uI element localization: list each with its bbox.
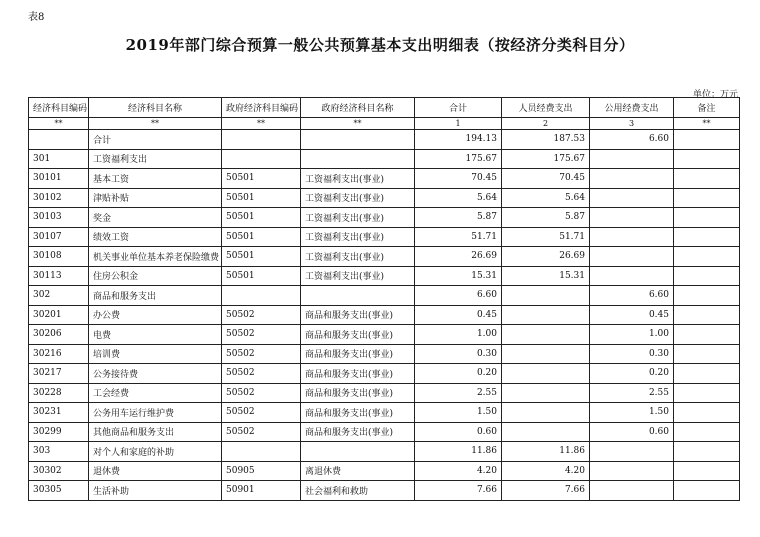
total-cell: 175.67 (415, 149, 502, 169)
total-cell: 0.60 (415, 422, 502, 442)
gov-name-cell: 商品和服务支出(事业) (301, 383, 415, 403)
public-cell: 0.20 (590, 364, 674, 384)
column-marker: ** (301, 118, 415, 130)
gov-name-cell (301, 130, 415, 150)
total-cell: 4.20 (415, 461, 502, 481)
econ-name-cell: 公务接待费 (89, 364, 222, 384)
econ-code-cell (29, 130, 89, 150)
gov-name-cell (301, 286, 415, 306)
note-cell (674, 286, 740, 306)
note-cell (674, 266, 740, 286)
personnel-cell (502, 403, 590, 423)
econ-code-cell: 30228 (29, 383, 89, 403)
gov-name-cell: 工资福利支出(事业) (301, 266, 415, 286)
public-cell: 1.00 (590, 325, 674, 345)
note-cell (674, 149, 740, 169)
personnel-cell: 4.20 (502, 461, 590, 481)
econ-name-cell: 住房公积金 (89, 266, 222, 286)
note-cell (674, 344, 740, 364)
table-row (29, 461, 740, 481)
personnel-cell: 175.67 (502, 149, 590, 169)
personnel-cell (502, 422, 590, 442)
econ-code-cell: 30217 (29, 364, 89, 384)
gov-code-cell: 50502 (222, 305, 301, 325)
note-cell (674, 188, 740, 208)
econ-name-cell: 其他商品和服务支出 (89, 422, 222, 442)
total-cell: 5.87 (415, 208, 502, 228)
total-cell: 51.71 (415, 227, 502, 247)
personnel-cell (502, 383, 590, 403)
column-header: 备注 (674, 98, 740, 118)
total-cell: 0.30 (415, 344, 502, 364)
public-cell (590, 461, 674, 481)
public-cell (590, 266, 674, 286)
gov-name-cell: 商品和服务支出(事业) (301, 403, 415, 423)
public-cell: 1.50 (590, 403, 674, 423)
note-cell (674, 422, 740, 442)
public-cell (590, 208, 674, 228)
gov-code-cell: 50901 (222, 481, 301, 501)
table-body (29, 130, 740, 501)
total-cell: 26.69 (415, 247, 502, 267)
econ-code-cell: 30101 (29, 169, 89, 189)
gov-name-cell: 商品和服务支出(事业) (301, 325, 415, 345)
econ-name-cell: 公务用车运行维护费 (89, 403, 222, 423)
total-cell: 1.50 (415, 403, 502, 423)
personnel-cell (502, 305, 590, 325)
econ-name-cell: 退休费 (89, 461, 222, 481)
personnel-cell: 26.69 (502, 247, 590, 267)
public-cell (590, 188, 674, 208)
note-cell (674, 227, 740, 247)
total-cell: 1.00 (415, 325, 502, 345)
gov-name-cell: 离退休费 (301, 461, 415, 481)
column-marker: ** (89, 118, 222, 130)
table-row (29, 227, 740, 247)
public-cell: 6.60 (590, 286, 674, 306)
note-cell (674, 130, 740, 150)
column-header: 政府经济科目名称 (301, 98, 415, 118)
column-marker: 1 (415, 118, 502, 130)
column-marker: ** (29, 118, 89, 130)
public-cell (590, 149, 674, 169)
econ-name-cell: 培训费 (89, 344, 222, 364)
personnel-cell (502, 286, 590, 306)
econ-name-cell: 工会经费 (89, 383, 222, 403)
total-cell: 0.45 (415, 305, 502, 325)
note-cell (674, 247, 740, 267)
personnel-cell: 7.66 (502, 481, 590, 501)
total-cell: 7.66 (415, 481, 502, 501)
econ-code-cell: 303 (29, 442, 89, 462)
econ-name-cell: 津贴补贴 (89, 188, 222, 208)
gov-name-cell: 商品和服务支出(事业) (301, 305, 415, 325)
gov-code-cell: 50501 (222, 208, 301, 228)
gov-code-cell: 50502 (222, 325, 301, 345)
gov-code-cell: 50501 (222, 247, 301, 267)
table-row (29, 481, 740, 501)
column-header: 人员经费支出 (502, 98, 590, 118)
public-cell (590, 247, 674, 267)
total-cell: 0.20 (415, 364, 502, 384)
gov-name-cell: 社会福利和救助 (301, 481, 415, 501)
total-cell: 11.86 (415, 442, 502, 462)
gov-code-cell: 50501 (222, 227, 301, 247)
gov-code-cell (222, 130, 301, 150)
table-row (29, 305, 740, 325)
table-row (29, 149, 740, 169)
econ-name-cell: 对个人和家庭的补助 (89, 442, 222, 462)
note-cell (674, 442, 740, 462)
econ-name-cell: 机关事业单位基本养老保险缴费 (89, 247, 222, 267)
econ-code-cell: 30305 (29, 481, 89, 501)
table-row (29, 344, 740, 364)
note-cell (674, 305, 740, 325)
econ-code-cell: 30201 (29, 305, 89, 325)
gov-code-cell (222, 149, 301, 169)
econ-name-cell: 办公费 (89, 305, 222, 325)
budget-table (28, 97, 740, 501)
econ-code-cell: 30107 (29, 227, 89, 247)
header-row (29, 98, 740, 118)
public-cell: 0.60 (590, 422, 674, 442)
gov-name-cell: 商品和服务支出(事业) (301, 364, 415, 384)
personnel-cell: 70.45 (502, 169, 590, 189)
unit-label: 单位：万元 (692, 90, 738, 100)
econ-code-cell: 302 (29, 286, 89, 306)
public-cell: 2.55 (590, 383, 674, 403)
gov-code-cell (222, 442, 301, 462)
econ-name-cell: 商品和服务支出 (89, 286, 222, 306)
table-row (29, 130, 740, 150)
table-row (29, 208, 740, 228)
table-row (29, 383, 740, 403)
total-cell: 2.55 (415, 383, 502, 403)
econ-code-cell: 30216 (29, 344, 89, 364)
table-row (29, 286, 740, 306)
note-cell (674, 364, 740, 384)
econ-name-cell: 基本工资 (89, 169, 222, 189)
table-row (29, 325, 740, 345)
personnel-cell: 5.87 (502, 208, 590, 228)
table-row (29, 403, 740, 423)
table-row (29, 422, 740, 442)
total-cell: 194.13 (415, 130, 502, 150)
personnel-cell (502, 325, 590, 345)
table-number: 表8 (28, 12, 45, 23)
personnel-cell (502, 344, 590, 364)
column-header: 公用经费支出 (590, 98, 674, 118)
public-cell: 6.60 (590, 130, 674, 150)
gov-name-cell: 工资福利支出(事业) (301, 227, 415, 247)
econ-name-cell: 电费 (89, 325, 222, 345)
page-title: 2019年部门综合预算一般公共预算基本支出明细表（按经济分类科目分） (125, 36, 635, 54)
gov-name-cell: 工资福利支出(事业) (301, 247, 415, 267)
column-header: 合计 (415, 98, 502, 118)
personnel-cell: 11.86 (502, 442, 590, 462)
econ-code-cell: 301 (29, 149, 89, 169)
table-row (29, 364, 740, 384)
public-cell: 0.45 (590, 305, 674, 325)
econ-code-cell: 30113 (29, 266, 89, 286)
personnel-cell: 187.53 (502, 130, 590, 150)
public-cell (590, 481, 674, 501)
note-cell (674, 481, 740, 501)
public-cell: 0.30 (590, 344, 674, 364)
personnel-cell: 51.71 (502, 227, 590, 247)
gov-code-cell: 50502 (222, 383, 301, 403)
econ-name-cell: 绩效工资 (89, 227, 222, 247)
public-cell (590, 442, 674, 462)
total-cell: 15.31 (415, 266, 502, 286)
column-marker: 3 (590, 118, 674, 130)
gov-name-cell: 工资福利支出(事业) (301, 169, 415, 189)
econ-name-cell: 奖金 (89, 208, 222, 228)
gov-code-cell: 50502 (222, 344, 301, 364)
column-marker: 2 (502, 118, 590, 130)
gov-code-cell: 50501 (222, 169, 301, 189)
econ-code-cell: 30206 (29, 325, 89, 345)
total-cell: 70.45 (415, 169, 502, 189)
personnel-cell: 15.31 (502, 266, 590, 286)
econ-code-cell: 30302 (29, 461, 89, 481)
gov-name-cell: 商品和服务支出(事业) (301, 344, 415, 364)
econ-code-cell: 30108 (29, 247, 89, 267)
gov-code-cell: 50905 (222, 461, 301, 481)
personnel-cell: 5.64 (502, 188, 590, 208)
personnel-cell (502, 364, 590, 384)
column-header: 政府经济科目编码 (222, 98, 301, 118)
note-cell (674, 461, 740, 481)
total-cell: 6.60 (415, 286, 502, 306)
note-cell (674, 208, 740, 228)
gov-name-cell: 工资福利支出(事业) (301, 188, 415, 208)
gov-name-cell: 工资福利支出(事业) (301, 208, 415, 228)
total-cell: 5.64 (415, 188, 502, 208)
note-cell (674, 383, 740, 403)
public-cell (590, 227, 674, 247)
table-row (29, 247, 740, 267)
gov-name-cell (301, 442, 415, 462)
column-marker: ** (674, 118, 740, 130)
gov-code-cell: 50501 (222, 188, 301, 208)
gov-code-cell (222, 286, 301, 306)
column-marker: ** (222, 118, 301, 130)
table-row (29, 169, 740, 189)
econ-code-cell: 30103 (29, 208, 89, 228)
econ-code-cell: 30102 (29, 188, 89, 208)
econ-code-cell: 30231 (29, 403, 89, 423)
econ-name-cell: 生活补助 (89, 481, 222, 501)
gov-code-cell: 50502 (222, 422, 301, 442)
gov-code-cell: 50502 (222, 364, 301, 384)
note-cell (674, 403, 740, 423)
column-header: 经济科目编码 (29, 98, 89, 118)
gov-name-cell (301, 149, 415, 169)
gov-code-cell: 50501 (222, 266, 301, 286)
econ-code-cell: 30299 (29, 422, 89, 442)
note-cell (674, 169, 740, 189)
column-header: 经济科目名称 (89, 98, 222, 118)
econ-name-cell: 工资福利支出 (89, 149, 222, 169)
public-cell (590, 169, 674, 189)
gov-name-cell: 商品和服务支出(事业) (301, 422, 415, 442)
table-row (29, 442, 740, 462)
econ-name-cell: 合计 (89, 130, 222, 150)
table-row (29, 266, 740, 286)
gov-code-cell: 50502 (222, 403, 301, 423)
table-row (29, 188, 740, 208)
note-cell (674, 325, 740, 345)
marker-row (29, 118, 740, 130)
